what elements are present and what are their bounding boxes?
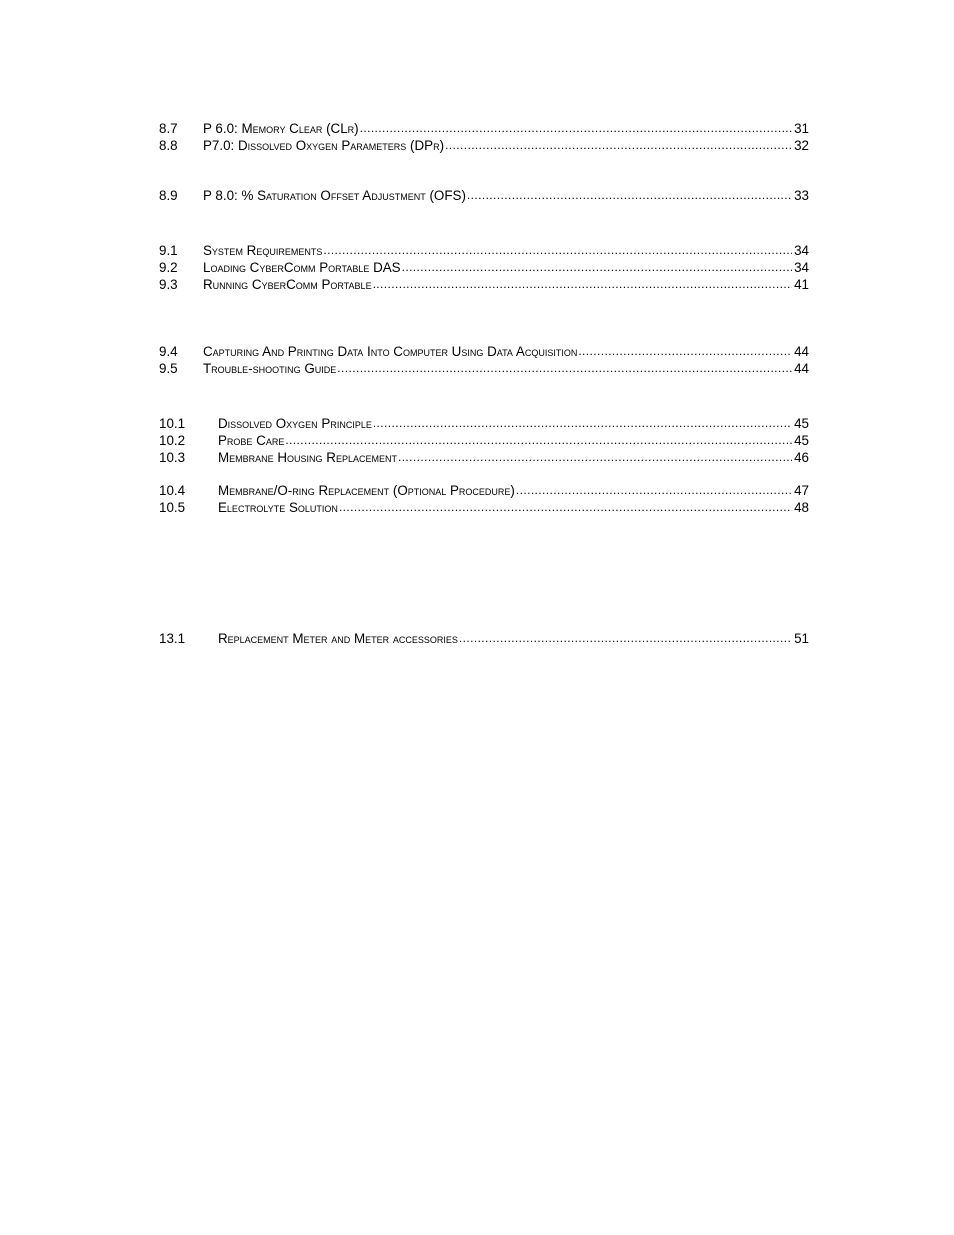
dot-leader [360, 120, 792, 137]
toc-entry-8-7[interactable] [159, 120, 809, 137]
toc-entry-10-5[interactable] [159, 499, 809, 516]
toc-entry-page: 31 [794, 121, 809, 136]
dot-leader [467, 187, 792, 204]
toc-entry-title: Trouble-shooting Guide [203, 361, 337, 376]
toc-entry-title: Membrane Housing Replacement [218, 450, 397, 465]
toc-entry-page: 47 [794, 483, 809, 498]
toc-entry-title: Loading CyberComm Portable DAS [203, 260, 401, 275]
toc-entry-number: 9.1 [159, 243, 178, 258]
toc-entry-page: 51 [794, 631, 809, 646]
toc-entry-title: Dissolved Oxygen Principle [218, 416, 372, 431]
toc-entry-page: 34 [794, 260, 809, 275]
toc-entry-number: 10.5 [159, 500, 186, 515]
dot-leader [398, 449, 792, 466]
toc-entry-page: 41 [794, 277, 809, 292]
toc-entry-number: 10.4 [159, 483, 186, 498]
toc-entry-9-1[interactable] [159, 242, 809, 259]
dot-leader [373, 276, 793, 293]
dot-leader [339, 499, 792, 516]
toc-entry-8-8[interactable] [159, 137, 809, 154]
toc-entry-page: 45 [794, 433, 809, 448]
toc-entry-page: 45 [794, 416, 809, 431]
toc-entry-9-4[interactable] [159, 343, 809, 360]
toc-entry-number: 8.9 [159, 188, 178, 203]
dot-leader [459, 630, 792, 647]
toc-entry-page: 44 [794, 361, 809, 376]
toc-entry-number: 10.3 [159, 450, 186, 465]
toc-entry-page: 44 [794, 344, 809, 359]
dot-leader [578, 343, 792, 360]
dot-leader [445, 137, 792, 154]
toc-entry-title: Membrane/O-ring Replacement (Optional Procedure) [218, 483, 515, 498]
toc-entry-title: P 8.0: % Saturation Offset Adjustment (OFS) [203, 188, 466, 203]
dot-leader [285, 432, 792, 449]
dot-leader [516, 482, 792, 499]
toc-entry-title: Probe Care [218, 433, 285, 448]
toc-entry-title: Capturing And Printing Data Into Computer Using Data Acquisition [203, 344, 578, 359]
toc-entry-page: 33 [794, 188, 809, 203]
toc-entry-10-2[interactable] [159, 432, 809, 449]
toc-entry-number: 9.2 [159, 260, 178, 275]
toc-entry-number: 10.1 [159, 416, 186, 431]
toc-entry-10-1[interactable] [159, 415, 809, 432]
toc-entry-page: 34 [794, 243, 809, 258]
toc-entry-number: 10.2 [159, 433, 186, 448]
toc-entry-number: 13.1 [159, 631, 186, 646]
toc-entry-10-4[interactable] [159, 482, 809, 499]
toc-entry-9-5[interactable] [159, 360, 809, 377]
toc-entry-8-9[interactable] [159, 187, 809, 204]
toc-entry-page: 32 [794, 138, 809, 153]
toc-entry-number: 8.7 [159, 121, 178, 136]
dot-leader [373, 415, 792, 432]
toc-entry-title: System Requirements [203, 243, 323, 258]
dot-leader [402, 259, 792, 276]
toc-entry-page: 48 [794, 500, 809, 515]
toc-entry-number: 9.3 [159, 277, 178, 292]
toc-entry-title: P 6.0: Memory Clear (CLr) [203, 121, 359, 136]
toc-entry-10-3[interactable] [159, 449, 809, 466]
dot-leader [323, 242, 792, 259]
toc-entry-9-2[interactable] [159, 259, 809, 276]
dot-leader [337, 360, 792, 377]
toc-entry-title: P7.0: Dissolved Oxygen Parameters (DPr) [203, 138, 445, 153]
toc-entry-number: 9.4 [159, 344, 178, 359]
toc-entry-number: 9.5 [159, 361, 178, 376]
toc-entry-13-1[interactable] [159, 630, 809, 647]
toc-entry-9-3[interactable] [159, 276, 809, 293]
toc-entry-page: 46 [794, 450, 809, 465]
toc-entry-title: Running CyberComm Portable [203, 277, 372, 292]
toc-entry-title: Electrolyte Solution [218, 500, 338, 515]
toc-entry-number: 8.8 [159, 138, 178, 153]
toc-entry-title: Replacement Meter and Meter accessories [218, 631, 458, 646]
